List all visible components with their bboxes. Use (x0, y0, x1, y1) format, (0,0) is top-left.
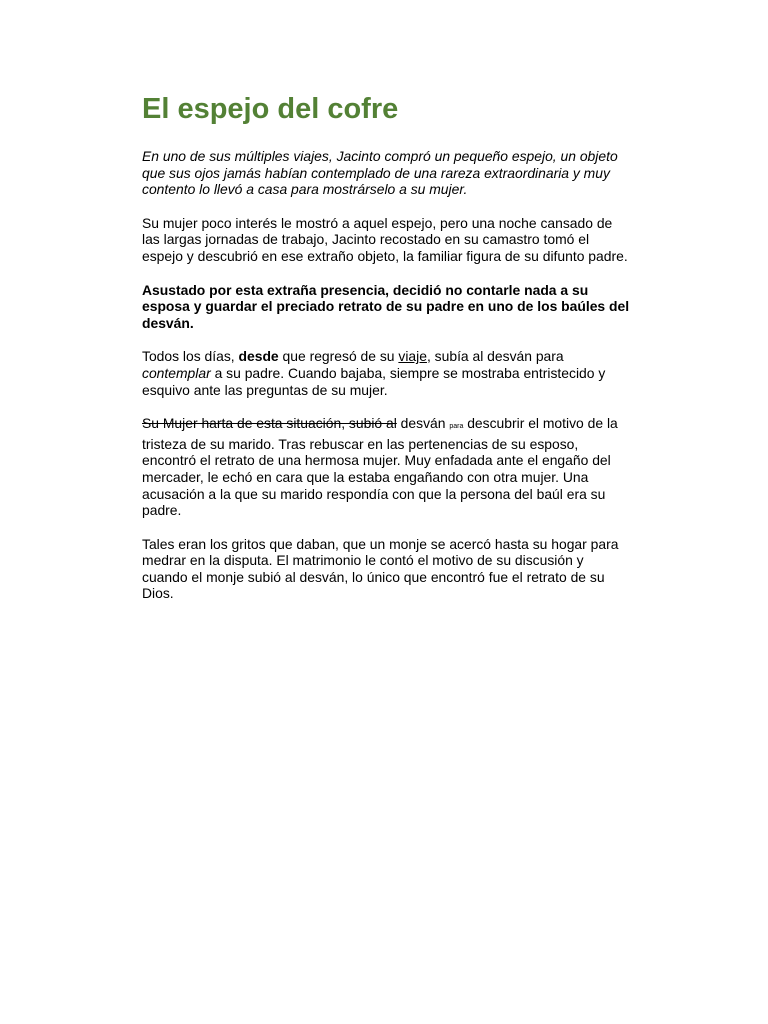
paragraph-5-text-b: desván (396, 415, 450, 432)
paragraph-4-text-a: Todos los días, (142, 348, 239, 365)
paragraph-5-text-d: descubrir el motivo de la tristeza de su marido. Tras rebuscar en las pertenencias de su esposo, encontró el retrato de una hermosa mujer. Muy enfadada ante el engaño del mercader, le echó en cara que la estaba engañando con otra mujer. Una acusación a la que su marido respondía con que la persona del baúl era su padre. (142, 415, 618, 519)
paragraph-4-underlined-word: viaje (398, 348, 427, 365)
paragraph-5 (142, 415, 632, 519)
paragraph-4-text-e: , subía al desván para (426, 348, 564, 365)
paragraph-2: Su mujer poco interés le mostró a aquel espejo, pero una noche cansado de las largas jornadas de trabajo, Jacinto recostado en su camastro tomó el espejo y descubrió en ese extraño objeto, la familiar figura de su difunto padre. (142, 214, 628, 264)
document-page (142, 88, 632, 619)
paragraph-3: Asustado por esta extraña presencia, decidió no contarle nada a su esposa y guardar el preciado retrato de su padre en uno de los baúles del desván. (142, 281, 630, 331)
paragraph-4-text-c: que regresó de su (278, 348, 399, 365)
paragraph-4 (142, 348, 632, 398)
paragraph-1: En uno de sus múltiples viajes, Jacinto compró un pequeño espejo, un objeto que sus ojos jamás habían contemplado de una rareza extraordinaria y muy contento lo llevó a casa para mostrárselo a su mujer. (142, 148, 618, 198)
paragraph-4-bold-word: desde (238, 348, 279, 365)
paragraph-4-italic-word: contemplar (142, 364, 211, 381)
paragraph-4-text-g: a su padre. Cuando bajaba, siempre se mostraba entristecido y esquivo ante las preguntas de su mujer. (142, 364, 606, 398)
document-title: El espejo del cofre (142, 93, 399, 125)
paragraph-5-small-word: para (449, 423, 464, 431)
paragraph-6: Tales eran los gritos que daban, que un monje se acercó hasta su hogar para medrar en la disputa. El matrimonio le contó el motivo de su discusión y cuando el monje subió al desván, lo único que encontró fue el retrato de su Dios. (142, 535, 619, 602)
paragraph-5-strikethrough-text: Su Mujer harta de esta situación, subió al (142, 415, 397, 432)
